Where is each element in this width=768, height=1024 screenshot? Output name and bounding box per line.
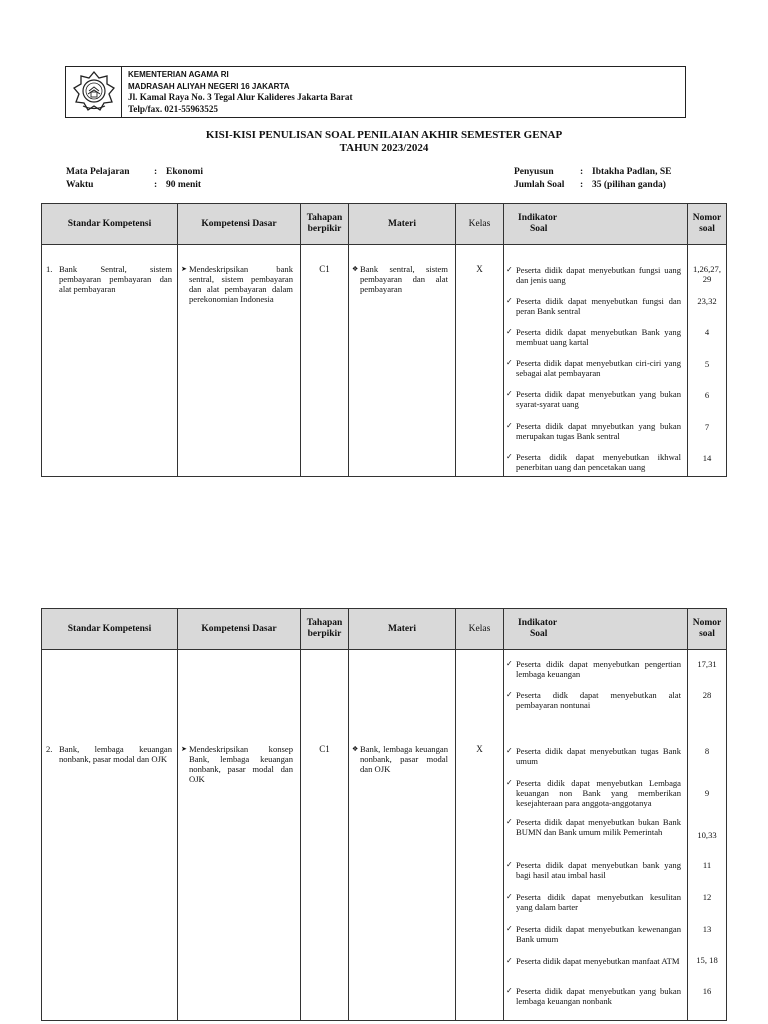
kisi-table-2: [41, 608, 727, 1021]
header-kelas: Kelas: [456, 204, 504, 245]
header-indikator-1: Indikator: [518, 618, 558, 628]
indikator-text: Peserta didik dapat menyebutkan pengertian lembaga keuangan: [516, 659, 681, 679]
nomor-value: 5: [704, 359, 710, 369]
indikator-item: [504, 746, 687, 778]
indikator-text: Peserta didik dapat menyebutkan fungsi dan peran Bank sentral: [516, 296, 681, 316]
check-icon: ✓: [506, 892, 513, 901]
nomor-list: [688, 659, 726, 996]
check-icon: ✓: [506, 358, 513, 367]
nomor-list: [688, 264, 726, 463]
sk-text: Bank Sentral, sistem pembayaran pembayaran dan alat pembayaran: [59, 264, 172, 294]
indikator-text: Peserta didik dapat mnyebutkan yang bukan merupakan tugas Bank sentral: [516, 421, 681, 441]
document-title: KISI-KISI PENULISAN SOAL PENILAIAN AKHIR SEMESTER GENAP: [205, 129, 563, 141]
diamond-bullet-icon: ❖: [352, 265, 359, 273]
nomor-value: 1,26,27, 29: [693, 264, 721, 284]
tahapan-value: C1: [319, 744, 330, 754]
author-label: Penyusun: [514, 167, 554, 177]
header-tahapan-2: berpikir: [307, 629, 342, 639]
indikator-text: Peserta didik dapat menyebutkan tugas Bank umum: [516, 746, 681, 766]
indikator-list: [504, 659, 687, 1006]
check-icon: ✓: [506, 924, 513, 933]
header-indikator-2: Soal: [530, 224, 548, 234]
nomor-value: 28: [702, 690, 712, 700]
school-name: MADRASAH ALIYAH NEGERI 16 JAKARTA: [128, 81, 290, 91]
nomor-value: 23,32: [697, 296, 717, 306]
author-value: Ibtakha Padlan, SE: [592, 167, 672, 177]
ministry-name: KEMENTERIAN AGAMA RI: [128, 70, 229, 79]
table-row: [42, 650, 727, 1021]
header-tahapan: [301, 609, 349, 650]
cell-sk: [42, 245, 178, 477]
meta-subject-row: [66, 166, 203, 179]
indikator-text: Peserta didik dapat menyebutkan manfaat ATM: [516, 956, 680, 966]
time-label: Waktu: [66, 179, 94, 190]
check-icon: ✓: [506, 659, 513, 668]
indikator-item: [504, 690, 687, 746]
meta-left: [66, 166, 203, 191]
indikator-text: Peserta didik dapat menyebutkan ikhwal penerbitan uang dan pencetakan uang: [516, 452, 681, 472]
cell-kelas: [456, 650, 504, 1021]
nomor-value: 9: [704, 788, 710, 798]
check-icon: ✓: [506, 778, 513, 787]
header-tahapan: [301, 204, 349, 245]
cell-nomor: [688, 245, 727, 477]
nomor-value: 13: [702, 924, 712, 934]
kd-text: Mendeskripsikan konsep Bank, lembaga keuangan nonbank, pasar modal dan OJK: [189, 744, 293, 784]
header-tahapan-1: Tahapan: [306, 618, 343, 628]
arrow-bullet-icon: ➤: [181, 265, 187, 273]
check-icon: ✓: [506, 860, 513, 869]
check-icon: ✓: [506, 956, 513, 965]
indikator-text: Peserta didik dapat menyebutkan Lembaga keuangan non Bank yang memberikan kesejahteraan para anggota-anggotanya: [516, 778, 681, 808]
tahapan-value: C1: [319, 264, 330, 274]
meta-count-row: [514, 179, 671, 192]
indikator-item: [504, 956, 687, 986]
check-icon: ✓: [506, 452, 513, 461]
kisi-table-1: [41, 203, 727, 477]
indikator-text: Peserta didik dapat menyebutkan bank yang bagi hasil atau imbal hasil: [516, 860, 681, 880]
indikator-item: [504, 986, 687, 1006]
count-label: Jumlah Soal: [514, 179, 565, 190]
check-icon: ✓: [506, 746, 513, 755]
table-header-row: [42, 609, 727, 650]
materi-item: [349, 264, 455, 294]
cell-materi: [349, 650, 456, 1021]
cell-sk: [42, 650, 178, 1021]
table-row: [42, 245, 727, 477]
cell-indikator: [504, 245, 688, 477]
header-kd: Kompetensi Dasar: [178, 204, 301, 245]
cell-tahapan: [301, 650, 349, 1021]
header-nomor-1: Nomor: [692, 618, 722, 628]
arrow-bullet-icon: ➤: [181, 745, 187, 753]
indikator-item: [504, 389, 687, 421]
kd-item: [178, 744, 300, 784]
nomor-value: 11: [702, 860, 712, 870]
document-year: TAHUN 2023/2024: [339, 142, 429, 154]
nomor-value: 8: [704, 746, 710, 756]
header-sk: Standar Kompetensi: [42, 204, 178, 245]
materi-item: [349, 744, 455, 774]
cell-materi: [349, 245, 456, 477]
ministry-logo-icon: [72, 70, 116, 114]
nomor-value: 16: [702, 986, 712, 996]
sk-text: Bank, lembaga keuangan nonbank, pasar modal dan OJK: [59, 744, 172, 764]
indikator-text: Peserta didik dapat menyebutkan fungsi uang dan jenis uang: [516, 265, 681, 285]
nomor-value: 12: [702, 892, 712, 902]
check-icon: ✓: [506, 421, 513, 430]
header-nomor: [688, 609, 727, 650]
nomor-value: 10,33: [697, 830, 717, 840]
colon: :: [154, 167, 158, 177]
indikator-item: [504, 924, 687, 956]
school-address: Jl. Kamal Raya No. 3 Tegal Alur Kalideres Jakarta Barat: [128, 92, 353, 102]
header-sk: Standar Kompetensi: [42, 609, 178, 650]
header-indikator: [504, 609, 688, 650]
subject-value: Ekonomi: [166, 167, 203, 177]
indikator-item: [504, 421, 687, 452]
letterhead-text: [128, 69, 353, 115]
indikator-item: [504, 860, 687, 892]
indikator-text: Peserta didik dapat menyebutkan ciri-ciri yang sebagai alat pembayaran: [516, 358, 681, 378]
indikator-text: Peserta didk dapat menyebutkan alat pembayaran nontunai: [516, 690, 681, 710]
cell-tahapan: [301, 245, 349, 477]
header-indikator-2: Soal: [530, 629, 548, 639]
header-kelas: Kelas: [456, 609, 504, 650]
meta-right: [514, 166, 671, 191]
check-icon: ✓: [506, 265, 513, 274]
cell-kd: [178, 245, 301, 477]
materi-text: Bank, lembaga keuangan nonbank, pasar modal dan OJK: [360, 744, 448, 774]
diamond-bullet-icon: ❖: [352, 745, 359, 753]
subject-label: Mata Pelajaran: [66, 167, 130, 177]
colon: :: [154, 179, 158, 190]
sk-number: 1.: [46, 264, 53, 274]
sk-item: [42, 264, 177, 294]
header-nomor-1: Nomor: [692, 213, 722, 223]
indikator-text: Peserta didik dapat menyebutkan kewenangan Bank umum: [516, 924, 681, 944]
header-tahapan-2: berpikir: [307, 224, 342, 234]
colon: :: [580, 179, 584, 190]
nomor-value: 15, 18: [696, 955, 718, 965]
nomor-value: 17,31: [697, 659, 717, 669]
cell-kd: [178, 650, 301, 1021]
indikator-item: [504, 327, 687, 358]
cell-indikator: [504, 650, 688, 1021]
indikator-text: Peserta didik dapat menyebutkan Bank yang membuat uang kartal: [516, 327, 681, 347]
header-materi: Materi: [349, 204, 456, 245]
indikator-item: [504, 659, 687, 690]
table-header-row: [42, 204, 727, 245]
cell-kelas: [456, 245, 504, 477]
header-nomor-2: soal: [699, 224, 715, 234]
check-icon: ✓: [506, 690, 513, 699]
time-value: 90 menit: [166, 179, 202, 190]
indikator-item: [504, 892, 687, 924]
header-indikator-1: Indikator: [518, 213, 558, 223]
sk-number: 2.: [46, 744, 53, 754]
kd-text: Mendeskripsikan bank sentral, sistem pembayaran dan alat pembayaran dalam perekonomian Indonesia: [189, 264, 293, 304]
header-materi: Materi: [349, 609, 456, 650]
nomor-value: 6: [704, 390, 710, 400]
header-nomor-2: soal: [699, 629, 715, 639]
indikator-text: Peserta didik dapat menyebutkan yang bukan syarat-syarat uang: [516, 389, 681, 409]
check-icon: ✓: [506, 327, 513, 336]
school-phone: Telp/fax. 021-55963525: [128, 103, 219, 114]
meta-time-row: [66, 179, 203, 192]
cell-nomor: [688, 650, 727, 1021]
header-indikator: [504, 204, 688, 245]
check-icon: ✓: [506, 817, 513, 826]
header-kd: Kompetensi Dasar: [178, 609, 301, 650]
indikator-list: [504, 265, 687, 472]
indikator-text: Peserta didik dapat menyebutkan yang bukan lembaga keuangan nonbank: [516, 986, 681, 1006]
indikator-item: [504, 817, 687, 860]
nomor-value: 14: [702, 453, 712, 463]
indikator-item: [504, 452, 687, 472]
materi-text: Bank sentral, sistem pembayaran dan alat pembayaran: [360, 264, 448, 294]
kd-item: [178, 264, 300, 304]
check-icon: ✓: [506, 296, 513, 305]
indikator-item: [504, 358, 687, 389]
indikator-text: Peserta didik dapat menyebutkan kesulitan yang dalam barter: [516, 892, 681, 912]
kelas-value: X: [476, 264, 483, 274]
indikator-item: [504, 296, 687, 327]
nomor-value: 7: [704, 422, 710, 432]
header-nomor: [688, 204, 727, 245]
nomor-value: 4: [704, 327, 710, 337]
kelas-value: X: [476, 744, 483, 754]
indikator-text: Peserta didik dapat menyebutkan bukan Bank BUMN dan Bank umum milik Pemerintah: [516, 817, 681, 837]
sk-item: [42, 744, 177, 764]
logo-cell: [66, 67, 122, 117]
indikator-item: [504, 778, 687, 817]
meta-author-row: [514, 166, 671, 179]
check-icon: ✓: [506, 389, 513, 398]
check-icon: ✓: [506, 986, 513, 995]
count-value: 35 (pilihan ganda): [592, 179, 666, 190]
letterhead: [65, 66, 686, 118]
indikator-item: [504, 265, 687, 296]
header-tahapan-1: Tahapan: [306, 213, 343, 223]
colon: :: [580, 167, 584, 177]
